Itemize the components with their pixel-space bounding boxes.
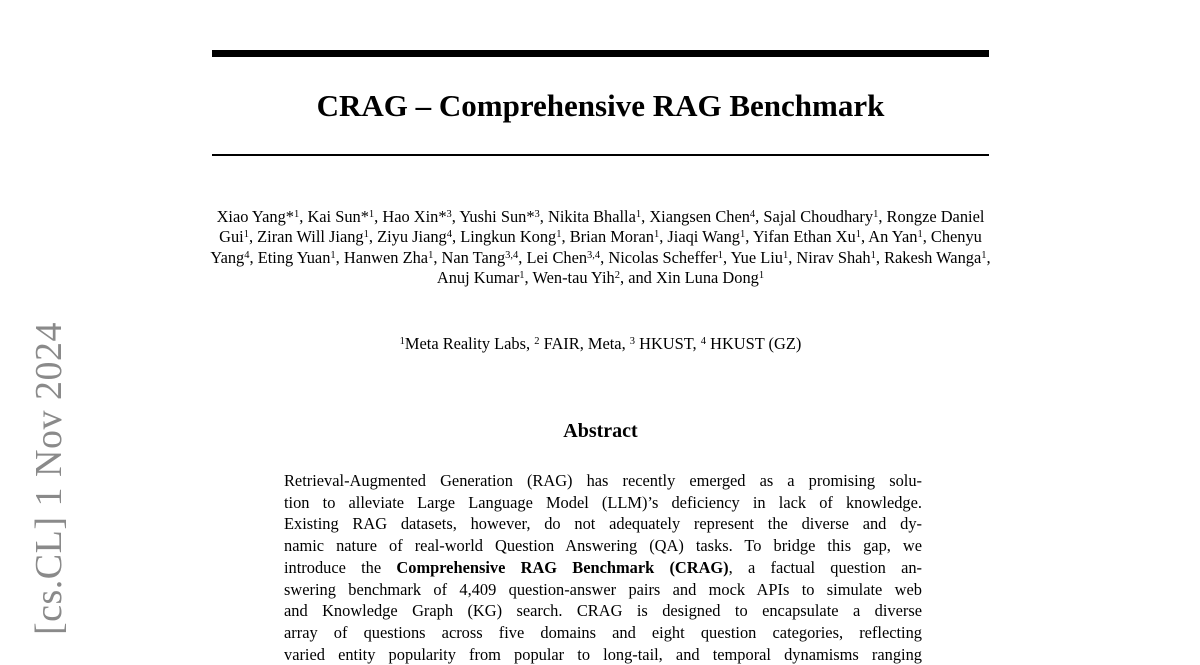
affiliation-number: 3: [629, 336, 636, 347]
author-name: Rongze Daniel Gui: [219, 207, 985, 247]
author-name: Ziyu Jiang: [377, 227, 447, 247]
abstract-heading: Abstract: [563, 420, 638, 442]
abstract-line: [284, 557, 922, 579]
affiliation-name: FAIR, Meta: [543, 334, 622, 353]
paper-title: CRAG – Comprehensive RAG Benchmark: [316, 88, 885, 123]
affiliation-number: 4: [700, 336, 706, 347]
author-affiliation-mark: 4: [244, 249, 250, 261]
author-affiliation-mark: 1: [758, 270, 765, 282]
author-name: Xiao Yang*: [216, 207, 294, 226]
author-affiliation-mark: 1: [635, 209, 642, 220]
affiliation-number: 1: [399, 336, 405, 347]
abstract-line: swering benchmark of 4,409 question-answer pairs and mock APIs to simulate web: [284, 579, 922, 599]
author-list: Xiao Yang*$^1$, Kai Sun*$^1$, Hao Xin*$^3$, Yushi Sun*$^3$, Nikita Bhalla$^1$, Xiangsen Chen$^4$, Sajal Choudhary$^1$, Rongze Daniel Gui$^1$, Ziran Will Jiang$^1$, Ziyu Jiang$^4$, Lingkun Kong$^1$, Brian Moran$^1$, Jiaqi Wang$^1$, Yifan Ethan Xu$^1$, An Yan$^1$, Chenyu Yang$^4$, Eting Yuan$^1$, Hanwen Zha$^1$, Nan Tang$^{3,4}$, Lei Chen$^{3,4}$, Nicolas Scheffer$^1$, Yue Liu$^1$, Nirav Shah$^1$, Rakesh Wanga$^1$, Anuj Kumar$^1$, Wen-tau Yih$^2$, and Xin Luna Dong$^1$: [210, 207, 991, 288]
author-affiliation-mark: 1: [717, 249, 724, 261]
author-name: Lingkun Kong: [460, 227, 557, 247]
author-name: Nicolas Scheffer: [608, 247, 718, 267]
abstract-line: varied entity popularity from popular to long-tail, and temporal dynamisms ranging: [284, 644, 922, 664]
author-affiliation-mark: 1: [556, 229, 562, 241]
author-affiliation-mark: 3: [534, 209, 540, 220]
author-affiliation-mark: 3,4: [505, 249, 519, 261]
affiliation-name: HKUST (GZ): [710, 334, 802, 353]
author-name: Ziran Will Jiang: [257, 227, 364, 247]
abstract-line: Existing RAG datasets, however, do not adequately represent the diverse and dy-: [284, 514, 922, 534]
benchmark-name-emphasis: Comprehensive RAG Benchmark (CRAG): [396, 557, 729, 577]
abstract-line: namic nature of real-world Question Answering (QA) tasks. To bridge this gap, we: [284, 536, 922, 556]
author-affiliation-mark: 1: [519, 270, 525, 282]
author-name: Xiangsen Chen: [649, 207, 750, 226]
affiliations: $^1$Meta Reality Labs, $^2$ FAIR, Meta, $^3$ HKUST, $^4$ HKUST (GZ): [399, 334, 802, 353]
affiliation-number: 2: [534, 336, 540, 347]
abstract-text-segment: , a factual question an-: [728, 557, 923, 577]
affiliation-name: Meta Reality Labs: [404, 334, 526, 353]
author-name: Anuj Kumar: [436, 268, 520, 288]
author-name: Brian Moran: [569, 227, 654, 247]
author-affiliation-mark: 1: [330, 249, 336, 261]
author-affiliation-mark: 1: [739, 229, 746, 241]
author-affiliation-mark: 1: [363, 229, 369, 241]
author-name: Yushi Sun*: [459, 207, 535, 226]
abstract-text-segment: introduce the: [284, 557, 397, 577]
author-name: Xin Luna Dong: [655, 268, 759, 288]
author-affiliation-mark: 4: [749, 209, 756, 220]
author-affiliation-mark: 3: [446, 209, 452, 220]
author-name: Jiaqi Wang: [667, 227, 740, 247]
author-name: Nan Tang: [441, 247, 506, 267]
author-name: Rakesh Wanga: [884, 247, 982, 267]
author-name: Sajal Choudhary: [763, 207, 874, 226]
author-name: Hanwen Zha: [343, 247, 429, 267]
author-name: Kai Sun*: [307, 207, 369, 226]
abstract-line: Retrieval-Augmented Generation (RAG) has recently emerged as a promising solu-: [284, 471, 922, 490]
author-name: Yue Liu: [730, 247, 783, 267]
author-name: Wen-tau Yih: [532, 268, 615, 288]
author-name: Yifan Ethan Xu: [752, 227, 856, 247]
author-affiliation-mark: 1: [653, 229, 660, 241]
abstract-line: array of questions across five domains and eight question categories, reflecting: [284, 622, 922, 642]
author-name: Lei Chen: [526, 247, 588, 267]
author-affiliation-mark: 4: [446, 229, 452, 241]
affiliation-name: HKUST: [639, 334, 693, 353]
abstract-body: [284, 470, 922, 665]
author-affiliation-mark: 1: [981, 249, 987, 261]
author-affiliation-mark: 1: [870, 249, 876, 261]
author-affiliation-mark: 1: [782, 249, 789, 261]
author-affiliation-mark: 1: [243, 229, 249, 241]
abstract-line: tion to alleviate Large Language Model (LLM)’s deficiency in lack of knowledge.: [284, 492, 922, 512]
author-name: Eting Yuan: [257, 247, 331, 267]
author-affiliation-mark: 1: [917, 229, 923, 241]
author-affiliation-mark: 1: [428, 249, 434, 261]
author-name: Nirav Shah: [796, 247, 871, 267]
arxiv-identifier-stamp: [cs.CL] 1 Nov 2024: [28, 322, 70, 635]
abstract-line: and Knowledge Graph (KG) search. CRAG is designed to encapsulate a diverse: [284, 601, 922, 621]
author-affiliation-mark: 1: [293, 209, 300, 220]
author-affiliation-mark: 3,4: [587, 249, 601, 261]
author-name: Hao Xin*: [382, 207, 447, 226]
author-affiliation-mark: 1: [873, 209, 879, 220]
author-name: Nikita Bhalla: [548, 207, 636, 226]
title-top-rule: [212, 50, 989, 57]
author-name: Chenyu Yang: [210, 227, 982, 267]
author-name: An Yan: [868, 227, 918, 247]
author-affiliation-mark: 1: [855, 229, 861, 241]
author-affiliation-mark: 1: [368, 209, 375, 220]
title-bottom-rule: [212, 154, 989, 156]
author-affiliation-mark: 2: [614, 270, 620, 282]
